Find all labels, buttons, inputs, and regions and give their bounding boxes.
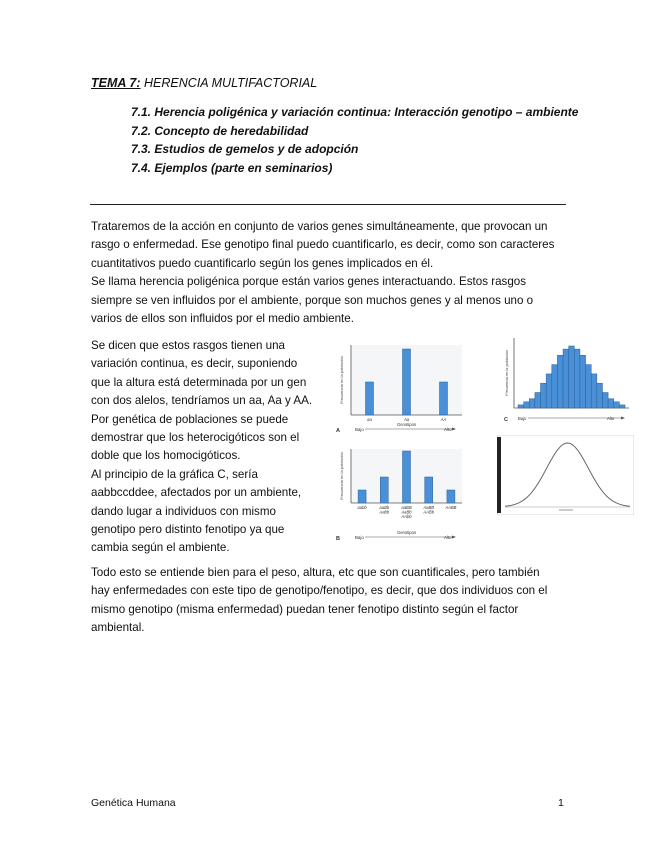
histogram-bar (546, 374, 552, 408)
x-axis-label-mark (559, 509, 573, 511)
text-line: aabbccddee, afectados por un ambiente, (91, 486, 302, 500)
tick-label: AABb (423, 509, 435, 515)
x-axis-label: Genotipos (396, 422, 417, 427)
text-line: demostrar que los heterocigóticos son el (91, 431, 300, 445)
figure-a-genotype-bars (335, 341, 466, 437)
axis-high-label: Alto (444, 535, 452, 540)
tick-label: AaBb (401, 509, 412, 515)
bar (380, 477, 388, 503)
histogram-bar (614, 402, 620, 408)
axis-low-label: Bajo (518, 416, 527, 421)
tick-label: AABB (445, 505, 457, 510)
table-of-contents (131, 103, 578, 177)
text-line: con dos alelos, tendríamos un aa, Aa y AA. (91, 394, 313, 408)
text-line: doble que los homocigóticos. (91, 449, 241, 463)
tick-label: Aa (403, 417, 410, 422)
text-line: Todo esto se entiende bien para el peso, altura, etc que son cuantificales, pero también (91, 566, 540, 579)
bar (425, 477, 433, 503)
histogram-bar (552, 365, 558, 408)
histogram-bar (529, 399, 535, 408)
text-line: Al principio de la gráfica C, sería (91, 467, 258, 481)
closing-paragraph (91, 564, 571, 638)
text-line: Se dicen que estos rasgos tienen una (91, 339, 286, 352)
toc-item: 7.2. Concepto de heredabilidad (131, 123, 309, 138)
text-line: que la altura está determinada por un gen (91, 375, 307, 389)
histogram-bar (597, 383, 603, 408)
figure-b-genotype-bars (335, 445, 466, 543)
text-line: Se llama herencia poligénica porque están varios genes interactuando. Estos rasgos (91, 275, 527, 289)
toc-item: 7.3. Estudios de gemelos y de adopción (131, 142, 359, 156)
arrow-head (452, 536, 456, 539)
tema-title: HERENCIA MULTIFACTORIAL (144, 76, 318, 90)
page-number: 1 (558, 797, 564, 809)
histogram-bar (518, 405, 524, 408)
histogram-bar (591, 374, 597, 408)
section-divider (90, 204, 566, 205)
y-axis-label: Frecuencia en la población (339, 356, 344, 404)
text-line: ambiental. (91, 621, 145, 635)
axis-low-label: Bajo (355, 427, 364, 432)
tick-label: AA (440, 417, 447, 422)
figure-c-svg (502, 334, 633, 426)
text-line: dando lugar a individuos con mismo (91, 504, 276, 518)
tick-label: aaBb (379, 505, 390, 510)
text-line: cuantitativos puedo cuantificarlo según los genes implicados en él. (91, 256, 434, 270)
text-line: cambia según el ambiente. (91, 541, 230, 555)
bar (358, 490, 366, 503)
histogram-bar (541, 383, 547, 408)
bar (403, 349, 411, 415)
histogram-bar (574, 349, 580, 408)
figure-c-histogram (502, 334, 633, 426)
bar (440, 382, 448, 415)
axis-low-label: Bajo (355, 535, 364, 540)
document-title (91, 76, 317, 90)
panel-letter: A (336, 428, 340, 434)
toc-item: 7.4. Ejemplos (parte en seminarios) (131, 160, 333, 175)
x-axis-label: Genotipos (396, 530, 417, 535)
tick-label: aaBB (401, 505, 412, 510)
intro-paragraph (91, 218, 571, 328)
text-line: rasgo o enfermedad. Ese genotipo final puedo cuantificarlo, es decir, como son caracteres (91, 238, 555, 252)
histogram-bar (524, 402, 530, 408)
histogram-bar (563, 349, 569, 408)
tick-label: AaBB (423, 505, 435, 510)
text-line: Trataremos de la acción en conjunto de varios genes simultáneamente, que provocan un (91, 220, 548, 233)
y-axis-label: Frecuencia en la población (505, 350, 509, 396)
figure-a-svg (335, 341, 466, 437)
text-line: genotipo pero distinto fenotipo ya que (91, 523, 285, 537)
histogram-bar (608, 399, 614, 408)
histogram-bar (619, 405, 625, 408)
footer-title: Genética Humana (91, 797, 176, 809)
variation-paragraph (91, 337, 331, 558)
tick-label: aabb (357, 505, 367, 510)
text-line: hay enfermedades con este tipo de genotipo/fenotipo, es decir, que dos individuos con el (91, 584, 548, 598)
tick-label: Aabb (379, 509, 390, 515)
tema-number: TEMA 7: (91, 76, 141, 90)
tick-label: AAbb (401, 514, 412, 519)
text-line: siempre se ven influidos por el ambiente, porque son muchos genes y al menos uno o (91, 293, 534, 307)
text-line: mismo genotipo (misma enfermedad) puedan tener fenotipo distinto según el factor (91, 602, 519, 616)
histogram-bar (569, 346, 575, 408)
toc-item: 7.1. Herencia poligénica y variación continua: Interacción genotipo – ambiente (131, 105, 579, 119)
text-line: Por genética de poblaciones se puede (91, 412, 289, 426)
panel-letter: C (504, 417, 508, 423)
figure-b-svg (335, 445, 466, 543)
bar (403, 451, 411, 503)
bar (366, 382, 374, 415)
arrow-head (621, 417, 625, 420)
y-axis-label: Frecuencia en la población (339, 452, 344, 500)
text-line: varios de ellos son influidos por el medio ambiente. (91, 312, 354, 326)
histogram-bar (580, 355, 586, 408)
arrow-head (452, 428, 456, 431)
figure-d-normal-curve (497, 435, 634, 515)
histogram-bar (557, 355, 563, 408)
panel-letter: B (336, 536, 340, 542)
figure-d-svg (497, 435, 634, 515)
y-axis-label-strip (497, 437, 501, 513)
histogram-bar (535, 393, 541, 409)
tick-label: aa (367, 417, 372, 422)
histogram-bar (586, 365, 592, 408)
bar (447, 490, 455, 503)
axis-high-label: Alto (444, 427, 452, 432)
axis-high-label: Alto (607, 416, 615, 421)
histogram-bar (602, 393, 608, 409)
text-line: variación continua, es decir, suponiendo (91, 357, 298, 371)
